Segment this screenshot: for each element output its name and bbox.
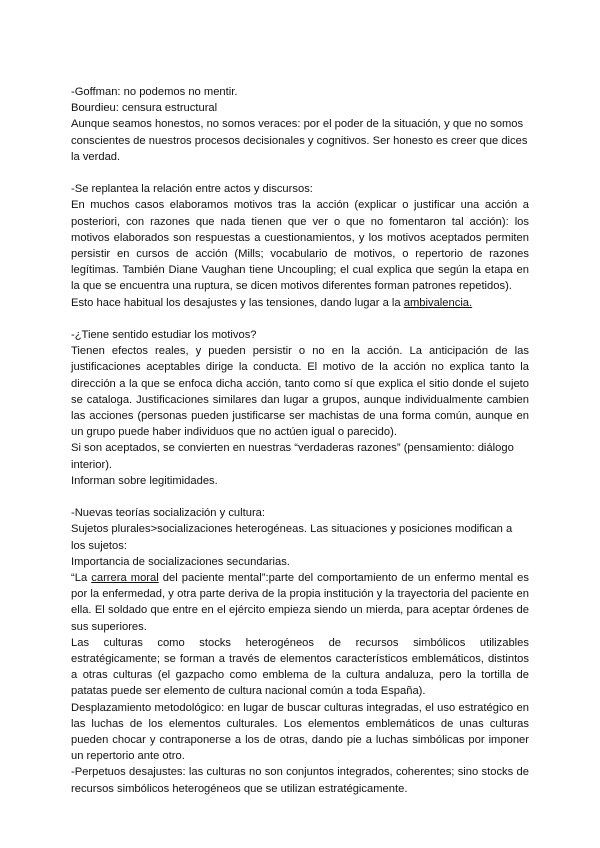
carrera-moral-term: carrera moral	[91, 572, 159, 585]
spacer	[71, 311, 529, 327]
section-teorias-desajustes: -Perpetuos desajustes: las culturas no son conjuntos integrados, coherentes; sino stocks de recursos simbólicos heterogéneos que se utilizan estratégicamente.	[71, 766, 529, 795]
bourdieu-line: Bourdieu: censura estructural	[71, 102, 218, 115]
section-teorias-title: -Nuevas teorías socialización y cultura:	[71, 507, 266, 520]
section-teorias-stocks: Las culturas como stocks heterogéneos de recursos simbólicos utilizables estratégicamente; se forman a través de elementos característicos emblemáticos, distintos a otras culturas (el gazpacho como emblema de la cultura andaluza, pero la tortilla de patatas puede ser elemento de cultura nacional común a toda España).	[71, 636, 529, 698]
honesty-paragraph: Aunque seamos honestos, no somos veraces: por el poder de la situación, y que no somos conscientes de nuestros procesos decisionales y cognitivos. Ser honesto es creer que dices la verdad.	[71, 118, 528, 163]
section-motivos-body: Tienen efectos reales, y pueden persistir o no en la acción. La anticipación de las justificaciones aceptables dirige la conducta. El motivo de la acción no explica tanto la dirección a la que se enfoca dicha acción, tanto como sí que explica el sitio donde el sujeto se cataloga. Justificaciones similares dan lugar a grupos, aunque individualmente cambien las acciones (personas pueden justificarse ser machistas de una forma común, aunque en un grupo puede haber individuos que no actúen igual o parecido).	[71, 345, 529, 439]
section-motivos-verdaderas: Si son aceptados, se convierten en nuestras “verdaderas razones” (pensamiento: diálogo interior).	[71, 442, 514, 471]
section-teorias-carrera-moral	[71, 570, 529, 635]
section-actos-conclusion	[71, 295, 529, 311]
conclusion-text: Esto hace habitual los desajustes y las tensiones, dando lugar a la	[71, 296, 404, 309]
spacer	[71, 165, 529, 181]
section-actos-title: -Se replantea la relación entre actos y discursos:	[71, 183, 313, 196]
ambivalencia-term: ambivalencia.	[403, 296, 473, 309]
quote-open: “La	[71, 572, 92, 585]
carrera-moral-text: del paciente mental”:parte del comportamiento de un enfermo mental es por la enfermedad, y otra parte deriva de la propia institución y la trayectoria del paciente en ella. El soldado que entre en el ejército empieza siendo un mierda, para aceptar órdenes de sus superiores.	[71, 572, 529, 633]
spacer	[71, 489, 529, 505]
section-actos-body: En muchos casos elaboramos motivos tras la acción (explicar o justificar una acción a posteriori, con razones que nada tienen que ver o que no fomentaron tal acción): los motivos elaborados son respuestas a cuestionamientos, y los motivos aceptados permiten persistir en cursos de acción (Mills; vocabulario de motivos, o repertorio de razones legítimas. También Diane Vaughan tiene Uncoupling; el cual explica que según la etapa en la que se encuentra una ruptura, se dicen motivos diferentes forman patrones repetidos).	[71, 199, 529, 293]
section-teorias-desplazamiento: Desplazamiento metodológico: en lugar de buscar culturas integradas, el uso estratégico en las luchas de los elementos culturales. Los elementos emblemáticos de unas culturas pueden chocar y contraponerse a los de otras, dando pie a luchas simbólicas por imponer un repertorio ante otro.	[71, 701, 529, 763]
section-motivos-legitimidades: Informan sobre legitimidades.	[71, 474, 218, 487]
section-teorias-importancia: Importancia de socializaciones secundarias.	[71, 555, 290, 568]
goffman-line: -Goffman: no podemos no mentir.	[71, 86, 238, 98]
section-motivos-title: -¿Tiene sentido estudiar los motivos?	[71, 329, 257, 342]
section-teorias-sujetos: Sujetos plurales>socializaciones heterogéneas. Las situaciones y posiciones modifican a los sujetos:	[71, 523, 513, 552]
